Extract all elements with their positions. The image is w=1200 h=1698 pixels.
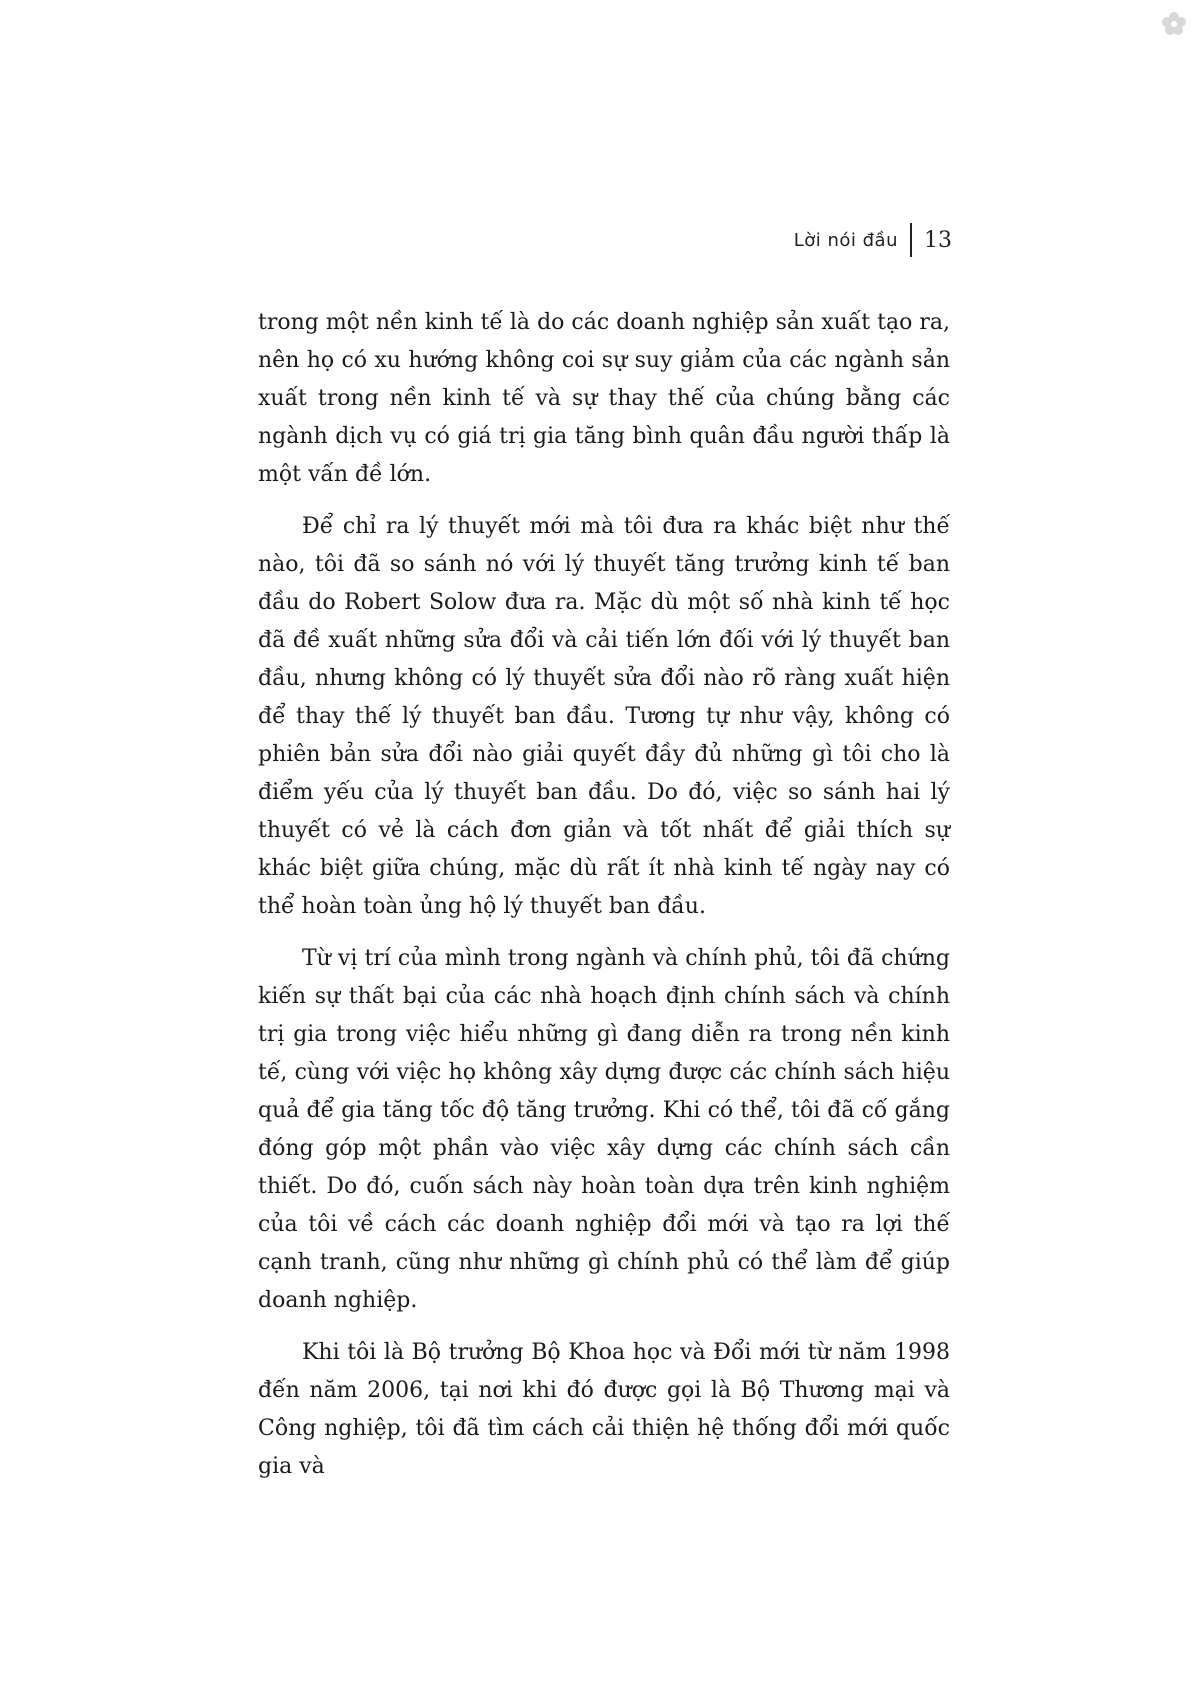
paragraph: Để chỉ ra lý thuyết mới mà tôi đưa ra khác biệt như thế nào, tôi đã so sánh nó với lý thuyết tăng trưởng kinh tế ban đầu do Robert Solow đưa ra. Mặc dù một số nhà kinh tế học đã đề xuất những sửa đổi và cải tiến lớn đối với lý thuyết ban đầu, nhưng không có lý thuyết sửa đổi nào rõ ràng xuất hiện để thay thế lý thuyết ban đầu. Tương tự như vậy, không có phiên bản sửa đổi nào giải quyết đầy đủ những gì tôi cho là điểm yếu của lý thuyết ban đầu. Do đó, việc so sánh hai lý thuyết có vẻ là cách đơn giản và tốt nhất để giải thích sự khác biệt giữa chúng, mặc dù rất ít nhà kinh tế ngày nay có thể hoàn toàn ủng hộ lý thuyết ban đầu. [258,514,950,919]
body-text [258,304,950,1486]
flower-watermark-icon [1160,10,1188,38]
paragraph: Từ vị trí của mình trong ngành và chính phủ, tôi đã chứng kiến sự thất bại của các nhà hoạch định chính sách và chính trị gia trong việc hiểu những gì đang diễn ra trong nền kinh tế, cùng với việc họ không xây dựng được các chính sách hiệu quả để gia tăng tốc độ tăng trưởng. Khi có thể, tôi đã cố gắng đóng góp một phần vào việc xây dựng các chính sách cần thiết. Do đó, cuốn sách này hoàn toàn dựa trên kinh nghiệm của tôi về cách các doanh nghiệp đổi mới và tạo ra lợi thế cạnh tranh, cũng như những gì chính phủ có thể làm để giúp doanh nghiệp. [258,946,950,1313]
paragraph-continuation: trong một nền kinh tế là do các doanh nghiệp sản xuất tạo ra, nên họ có xu hướng không coi sự suy giảm của các ngành sản xuất trong nền kinh tế và sự thay thế của chúng bằng các ngành dịch vụ có giá trị gia tăng bình quân đầu người thấp là một vấn đề lớn. [258,310,950,487]
chapter-title: Lời nói đầu [793,229,898,251]
header-divider [910,223,912,257]
paragraph: Khi tôi là Bộ trưởng Bộ Khoa học và Đổi mới từ năm 1998 đến năm 2006, tại nơi khi đó được gọi là Bộ Thương mại và Công nghiệp, tôi đã tìm cách cải thiện hệ thống đổi mới quốc gia và [258,1340,950,1479]
running-header [700,218,952,262]
page-number: 13 [924,227,952,253]
